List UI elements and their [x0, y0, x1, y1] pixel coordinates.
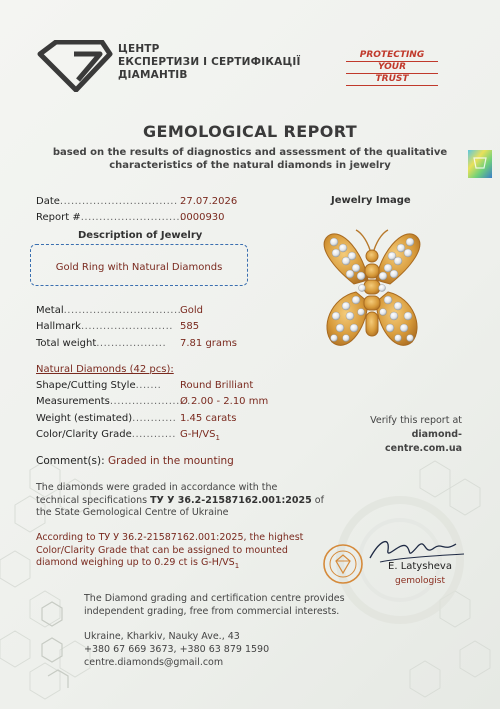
measurements-label: Measurements...................... [36, 396, 191, 407]
shape-value: Round Brilliant [180, 380, 254, 391]
metal-value: Gold [180, 305, 203, 316]
description-text: Gold Ring with Natural Diamonds [55, 262, 223, 273]
metal-label: Metal................................ [36, 305, 182, 316]
phones[interactable]: +380 67 669 3673, +380 63 879 1590 [84, 644, 270, 655]
hologram-sticker-icon [468, 150, 492, 178]
grade-value: $G-H/VS_1$ [180, 429, 220, 442]
stone-weight-label: Weight (estimated)............ [36, 413, 177, 424]
comments: Comment(s): Graded in the mounting [36, 455, 234, 467]
verify-block: Verify this report at diamond-centre.com.ua [338, 414, 462, 456]
diamond-logo-icon [34, 40, 114, 92]
grade-label: Color/Clarity Grade............ [36, 429, 176, 440]
contact-block [84, 630, 269, 669]
measurements-value: Ø 2.00 - 2.10 mm [180, 396, 269, 407]
natural-diamonds-heading: Natural Diamonds (42 pcs): [36, 364, 174, 375]
stone-weight-value: 1.45 carats [180, 413, 237, 424]
tagline: PROTECTING YOUR TRUST [346, 50, 438, 86]
verify-url-link[interactable]: diamond-centre.com.ua [385, 429, 462, 454]
date-label: Date................................ [36, 196, 178, 207]
address: Ukraine, Kharkiv, Nauky Ave., 43 [84, 631, 240, 642]
report-number-value: 0000930 [180, 212, 225, 223]
report-title: GEMOLOGICAL REPORT [142, 122, 358, 141]
report-subtitle: based on the results of diagnostics and assessment of the qualitative characteristics of the natural diamonds in jewelry [52, 147, 448, 171]
description-heading: Description of Jewelry [78, 230, 203, 241]
hallmark-value: 585 [180, 321, 200, 332]
date-value: 27.07.2026 [180, 196, 238, 207]
standards-paragraph: The diamonds were graded in accordance with the technical specifications ТУ У 36.2-21587162.001:2025 of the State Gemological Centre of Ukraine [36, 482, 324, 518]
shape-label: Shape/Cutting Style....... [36, 380, 162, 391]
signatory-role: gemologist [395, 576, 445, 586]
side-ornament-icon [34, 598, 74, 690]
footer-statement: The Diamond grading and certification centre provides independent grading, free from commercial interests. [84, 593, 345, 617]
organization-name: ЦЕНТР ЕКСПЕРТИЗИ І СЕРТИФІКАЦІЇ ДІАМАНТІВ [118, 43, 301, 81]
butterfly-ring-image [306, 228, 438, 356]
hallmark-label: Hallmark......................... [36, 321, 173, 332]
total-weight-label: Total weight................... [36, 338, 167, 349]
official-stamp-icon [322, 543, 364, 585]
report-number-label: Report #............................ [36, 212, 184, 223]
signatory-name: E. Latysheva [388, 561, 452, 572]
email-link[interactable]: centre.diamonds@gmail.com [84, 657, 224, 668]
jewelry-image-label: Jewelry Image [331, 195, 411, 206]
grade-limit-paragraph: According to ТУ У 36.2-21587162.001:2025, the highest Color/Clarity Grade that can be assigned to mounted diamond weighing up to 0.29 ct is $G-H/VS_1$ [36, 532, 304, 570]
total-weight-value: 7.81 grams [180, 338, 237, 349]
